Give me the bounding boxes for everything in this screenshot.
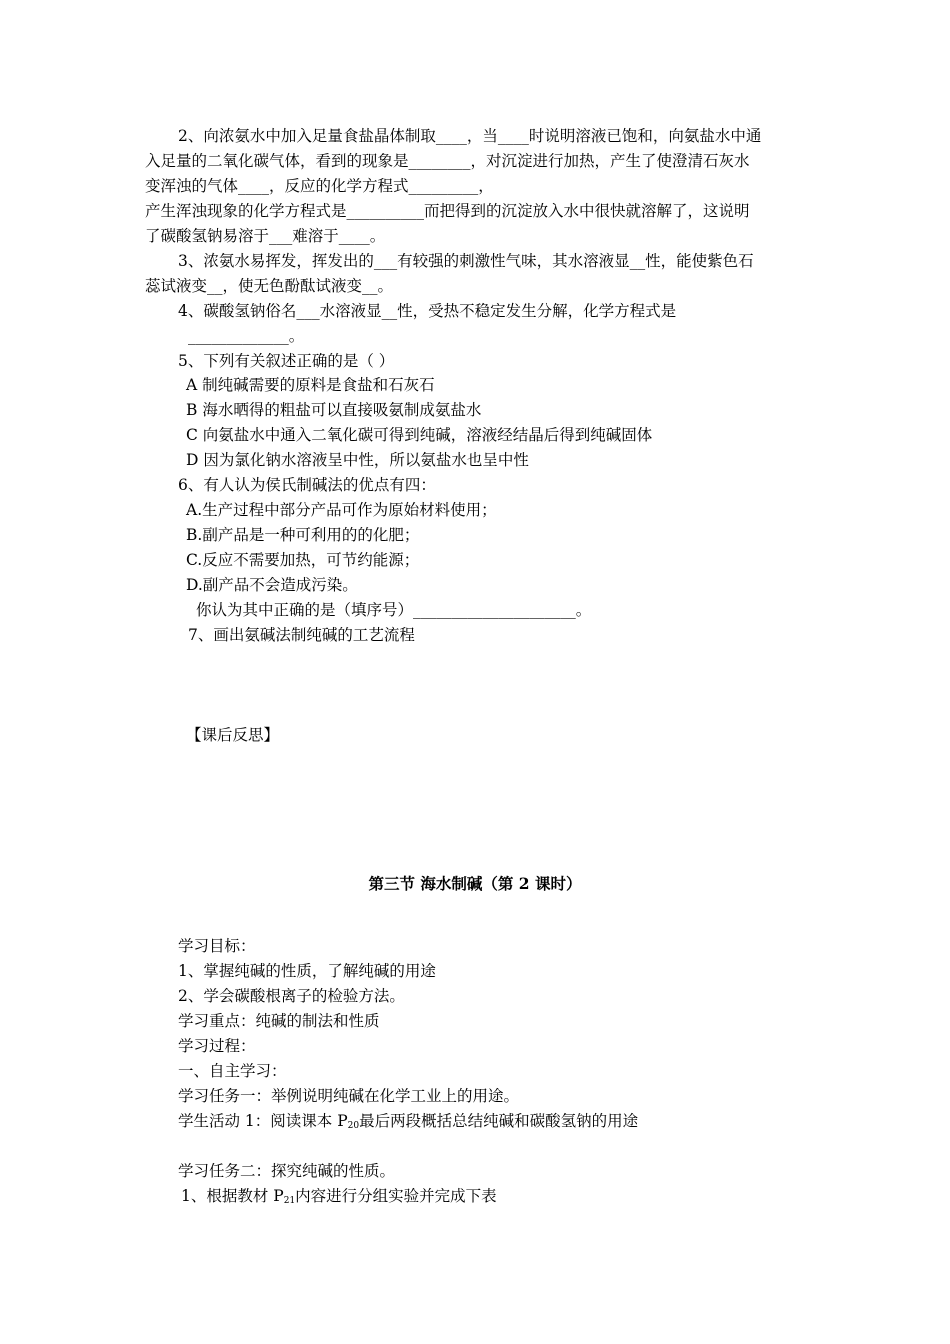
goal-2: 2、学会碳酸根离子的检验方法。 bbox=[178, 987, 405, 1005]
q6-option-a: A.生产过程中部分产品可作为原始材料使用； bbox=[186, 501, 497, 519]
q4-line-2: _____________。 bbox=[188, 327, 305, 345]
q2-line-3: 变浑浊的气体____，反应的化学方程式_________， bbox=[145, 177, 494, 195]
section-title: 第三节 海水制碱（第 2 课时） bbox=[368, 874, 582, 893]
q5-option-c: C 向氨盐水中通入二氧化碳可得到纯碱，溶液经结晶后得到纯碱固体 bbox=[186, 426, 653, 444]
q3-line-2: 蕊试液变__，使无色酚酞试液变__。 bbox=[145, 277, 394, 295]
q2-line-2: 入足量的二氧化碳气体，看到的现象是________，对沉淀进行加热，产生了使澄清石灰水 bbox=[145, 152, 750, 170]
q2-line-1: 2、向浓氨水中加入足量食盐晶体制取____，当____时说明溶液已饱和，向氨盐水中通 bbox=[178, 127, 762, 145]
q4-line-1: 4、碳酸氢钠俗名___水溶液显__性，受热不稳定发生分解，化学方程式是 bbox=[178, 302, 677, 320]
q6-option-c: C.反应不需要加热，可节约能源； bbox=[186, 551, 420, 569]
q7: 7、画出氨碱法制纯碱的工艺流程 bbox=[188, 626, 415, 644]
q5-option-b: B 海水晒得的粗盐可以直接吸氨制成氨盐水 bbox=[186, 401, 482, 419]
q5-stem: 5、下列有关叙述正确的是（ ） bbox=[178, 352, 395, 370]
task-2: 学习任务二：探究纯碱的性质。 bbox=[178, 1162, 396, 1180]
task-1: 学习任务一：举例说明纯碱在化学工业上的用途。 bbox=[178, 1087, 520, 1105]
q6-option-d: D.副产品不会造成污染。 bbox=[186, 576, 358, 594]
focus: 学习重点：纯碱的制法和性质 bbox=[178, 1012, 380, 1030]
q5-option-a: A 制纯碱需要的原料是食盐和石灰石 bbox=[186, 376, 435, 394]
activity-1: 学生活动 1：阅读课本 $P_{20}$最后两段概括总结纯碱和碳酸氢钠的用途 bbox=[178, 1112, 639, 1131]
q5-option-d: D 因为氯化钠水溶液呈中性，所以氨盐水也呈中性 bbox=[186, 451, 529, 469]
reflection-heading: 【课后反思】 bbox=[186, 726, 280, 744]
q2-line-5: 了碳酸氢钠易溶于___难溶于____。 bbox=[145, 227, 386, 245]
q6-stem: 6、有人认为侯氏制碱法的优点有四： bbox=[178, 476, 436, 494]
q6-option-b: B.副产品是一种可利用的的化肥； bbox=[186, 526, 420, 544]
process-heading: 学习过程： bbox=[178, 1037, 256, 1055]
self-study-heading: 一、自主学习： bbox=[178, 1062, 287, 1080]
goals-heading: 学习目标： bbox=[178, 937, 256, 955]
goal-1: 1、掌握纯碱的性质，了解纯碱的用途 bbox=[178, 962, 436, 980]
q2-line-4: 产生浑浊现象的化学方程式是__________而把得到的沉淀放入水中很快就溶解了，这说明 bbox=[145, 202, 750, 220]
q6-answer-prompt: 你认为其中正确的是（填序号）_____________________。 bbox=[196, 601, 592, 619]
item-1: 1、根据教材 $P_{21}$内容进行分组实验并完成下表 bbox=[181, 1187, 497, 1206]
q3-line-1: 3、浓氨水易挥发，挥发出的___有较强的刺激性气味，其水溶液显__性，能使紫色石 bbox=[178, 252, 754, 270]
